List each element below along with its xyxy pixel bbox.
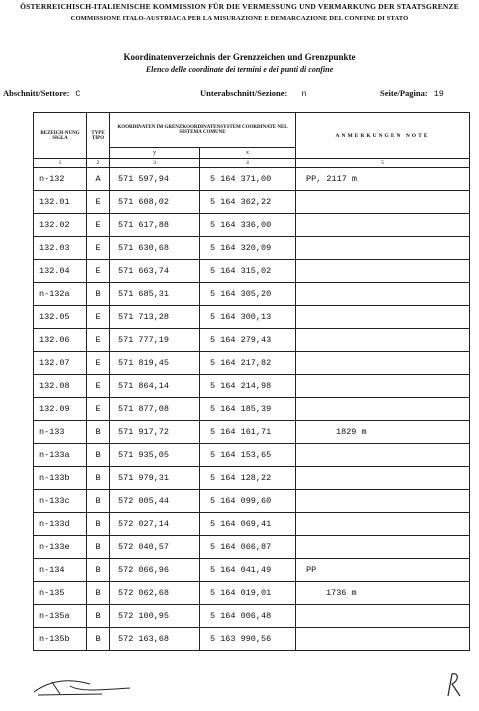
designation-cell: 132.02 [34,214,87,237]
header-type: TYPE TIPO [87,113,110,159]
designation-cell: n-135a [34,605,87,628]
table-row [34,283,470,306]
designation-cell: n-133d [34,513,87,536]
section-label: Abschnitt/Settore: [3,88,70,98]
col-number: 4 [200,159,296,168]
note-cell: 1736 m [296,582,470,605]
type-cell: E [87,191,110,214]
x-coordinate-cell: 5 164 041,49 [200,559,296,582]
y-coordinate-cell: 572 062,68 [110,582,200,605]
y-coordinate-cell: 571 917,72 [110,421,200,444]
y-coordinate-cell: 571 935,05 [110,444,200,467]
col-number: 2 [87,159,110,168]
x-coordinate-cell: 5 164 128,22 [200,467,296,490]
note-cell [296,536,470,559]
subsection-value: n [301,89,307,99]
y-coordinate-cell: 571 597,94 [110,168,200,191]
x-coordinate-cell: 5 164 161,71 [200,421,296,444]
col-number: 1 [34,159,87,168]
type-cell: B [87,490,110,513]
signature-right [440,670,466,700]
type-cell: E [87,306,110,329]
designation-cell: n-133c [34,490,87,513]
x-coordinate-cell: 5 164 362,22 [200,191,296,214]
page-label: Seite/Pagina: [380,88,428,98]
designation-cell: 132.05 [34,306,87,329]
note-cell [296,444,470,467]
type-cell: B [87,283,110,306]
designation-cell: 132.06 [34,329,87,352]
x-coordinate-cell: 5 164 099,60 [200,490,296,513]
table-row [34,421,470,444]
commission-name-italian: COMMISSIONE ITALO-AUSTRIACA PER LA MISURAZIONE E DEMARCAZIONE DEL CONFINE DI STATO [70,15,409,22]
coordinate-table [33,112,470,651]
type-cell: E [87,214,110,237]
x-coordinate-cell: 5 164 371,00 [200,168,296,191]
table-row [34,191,470,214]
table-row [34,467,470,490]
header-notes: ANMERKUNGEN NOTE [296,113,470,159]
designation-cell: n-132a [34,283,87,306]
page-value: 19 [433,89,444,99]
designation-cell: 132.01 [34,191,87,214]
table-row [34,329,470,352]
x-coordinate-cell: 5 164 300,13 [200,306,296,329]
x-coordinate-cell: 5 164 066,87 [200,536,296,559]
y-coordinate-cell: 571 777,19 [110,329,200,352]
x-coordinate-cell: 5 164 217,82 [200,352,296,375]
x-coordinate-cell: 5 164 315,02 [200,260,296,283]
table-row [34,306,470,329]
designation-cell: n-133 [34,421,87,444]
note-cell [296,237,470,260]
table-row [34,398,470,421]
page-field [380,88,444,99]
document-title-italian: Elenco delle coordinate dei termini e dei punti di confine [145,65,334,74]
note-cell [296,628,470,651]
type-cell: B [87,605,110,628]
note-cell [296,214,470,237]
table-row [34,559,470,582]
x-coordinate-cell: 5 164 336,00 [200,214,296,237]
section-field [3,88,81,99]
note-cell [296,306,470,329]
type-cell: E [87,352,110,375]
x-coordinate-cell: 5 164 185,39 [200,398,296,421]
table-row [34,260,470,283]
note-cell [296,260,470,283]
y-coordinate-cell: 571 864,14 [110,375,200,398]
type-cell: B [87,559,110,582]
note-cell [296,283,470,306]
x-coordinate-cell: 5 164 006,48 [200,605,296,628]
y-coordinate-cell: 571 685,31 [110,283,200,306]
type-cell: B [87,467,110,490]
header-designation: BEZEICH-NUNG SIGLA [34,113,87,159]
header-coordinates: KOORDINATEN IM GRENZKOORDINATENSYSTEM COORDINATE NEL SISTEMA COMUNE [110,113,296,148]
designation-cell: n-135 [34,582,87,605]
note-cell: PP, 2117 m [296,168,470,191]
designation-cell: n-133a [34,444,87,467]
designation-cell: 132.04 [34,260,87,283]
y-coordinate-cell: 571 877,08 [110,398,200,421]
document-title-german: Koordinatenverzeichnis der Grenzzeichen und Grenzpunkte [123,52,356,62]
y-coordinate-cell: 571 617,88 [110,214,200,237]
table-row [34,237,470,260]
note-cell [296,398,470,421]
type-cell: E [87,375,110,398]
table-row [34,444,470,467]
designation-cell: 132.07 [34,352,87,375]
designation-cell: n-134 [34,559,87,582]
y-coordinate-cell: 571 630,68 [110,237,200,260]
subsection-field [200,88,306,99]
y-coordinate-cell: 572 100,95 [110,605,200,628]
designation-cell: 132.09 [34,398,87,421]
designation-cell: n-133e [34,536,87,559]
x-coordinate-cell: 5 164 153,65 [200,444,296,467]
note-cell [296,490,470,513]
note-cell: PP [296,559,470,582]
note-cell [296,375,470,398]
col-number: 5 [296,159,470,168]
table-row [34,628,470,651]
type-cell: B [87,513,110,536]
y-coordinate-cell: 572 163,68 [110,628,200,651]
y-coordinate-cell: 571 713,28 [110,306,200,329]
type-cell: B [87,444,110,467]
note-cell [296,605,470,628]
x-coordinate-cell: 5 164 069,41 [200,513,296,536]
note-cell [296,467,470,490]
note-cell [296,352,470,375]
table-row [34,214,470,237]
type-cell: E [87,329,110,352]
table-row [34,605,470,628]
y-coordinate-cell: 572 066,96 [110,559,200,582]
x-coordinate-cell: 5 164 320,09 [200,237,296,260]
subsection-label: Unterabschnitt/Sezione: [200,88,288,98]
table-row [34,582,470,605]
x-coordinate-cell: 5 163 990,56 [200,628,296,651]
y-coordinate-cell: 571 979,31 [110,467,200,490]
designation-cell: n-133b [34,467,87,490]
type-cell: B [87,628,110,651]
type-cell: B [87,421,110,444]
designation-cell: 132.08 [34,375,87,398]
note-cell [296,513,470,536]
designation-cell: 132.03 [34,237,87,260]
table-row [34,513,470,536]
table-row [34,490,470,513]
table-row [34,536,470,559]
note-cell [296,329,470,352]
type-cell: B [87,536,110,559]
y-coordinate-cell: 572 005,44 [110,490,200,513]
commission-name-german: ÖSTERREICHISCH-ITALIENISCHE KOMMISSION FÜR DIE VERMESSUNG UND VERMARKUNG DER STAATSGRENZE [20,2,459,11]
type-cell: E [87,398,110,421]
note-cell: 1829 m [296,421,470,444]
type-cell: E [87,260,110,283]
x-coordinate-cell: 5 164 019,01 [200,582,296,605]
y-coordinate-cell: 572 027,14 [110,513,200,536]
x-coordinate-cell: 5 164 279,43 [200,329,296,352]
designation-cell: n-135b [34,628,87,651]
y-coordinate-cell: 571 608,02 [110,191,200,214]
section-value: C [75,89,81,99]
note-cell [296,191,470,214]
designation-cell: n-132 [34,168,87,191]
y-coordinate-cell: 571 663,74 [110,260,200,283]
y-coordinate-cell: 572 040,57 [110,536,200,559]
type-cell: A [87,168,110,191]
table-row [34,352,470,375]
table-row [34,168,470,191]
x-coordinate-cell: 5 164 305,20 [200,283,296,306]
y-coordinate-cell: 571 819,45 [110,352,200,375]
type-cell: E [87,237,110,260]
header-x: x [200,148,296,159]
header-y: y [110,148,200,159]
type-cell: B [87,582,110,605]
col-number: 3 [110,159,200,168]
table-row [34,375,470,398]
signature-left [30,672,140,698]
x-coordinate-cell: 5 164 214,98 [200,375,296,398]
